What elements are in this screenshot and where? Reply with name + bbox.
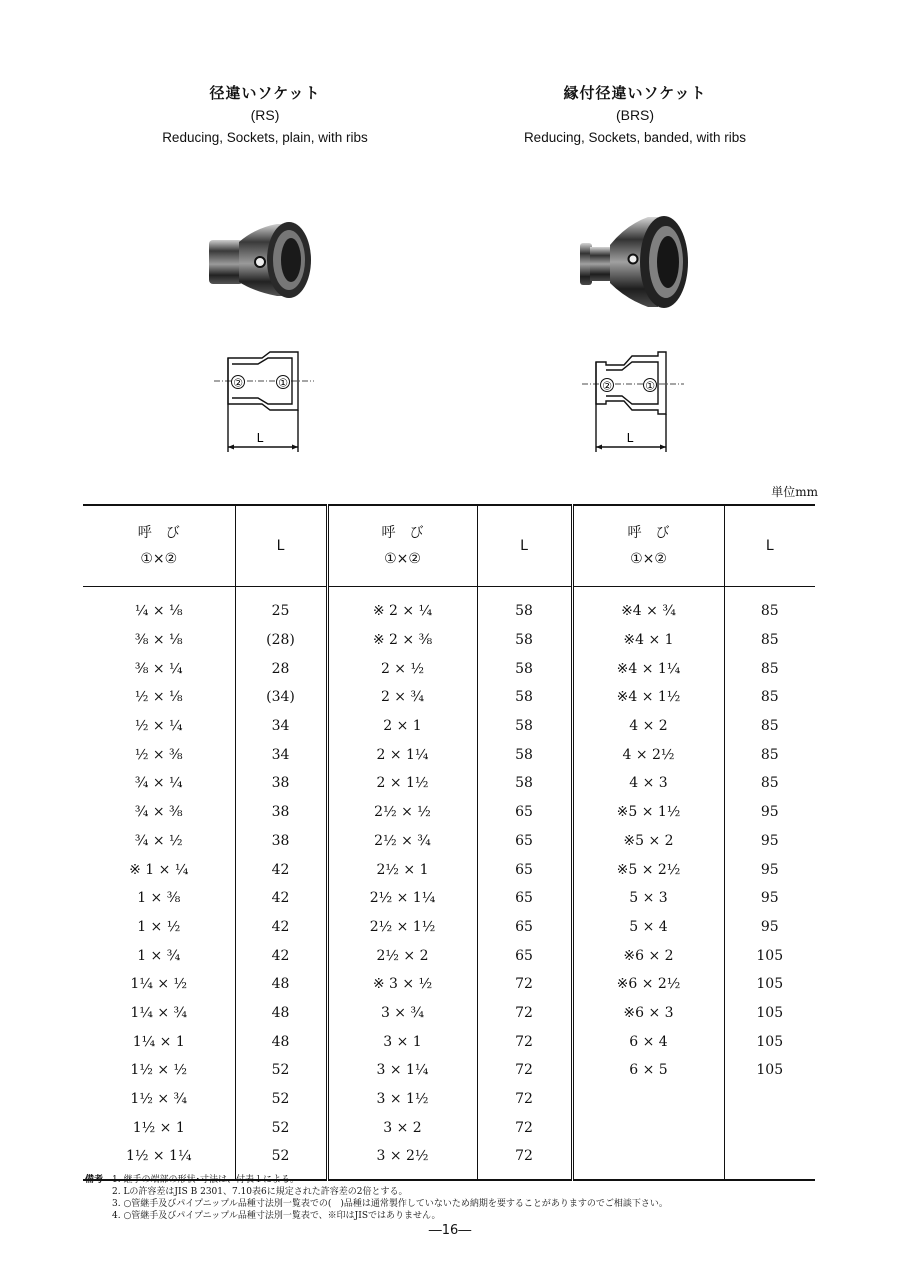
length-cell: 72	[477, 970, 572, 999]
size-cell: 2½ × 2	[327, 941, 477, 970]
size-cell: 2 × ½	[327, 654, 477, 683]
table-row	[83, 855, 815, 884]
length-cell: 52	[235, 1085, 327, 1114]
product-rs-heading	[130, 82, 400, 150]
length-cell: 58	[477, 740, 572, 769]
size-cell: 2 × ¾	[327, 683, 477, 712]
size-cell: 1½ × 1¼	[83, 1142, 235, 1180]
length-cell: 85	[724, 654, 815, 683]
length-cell: 65	[477, 941, 572, 970]
length-cell	[724, 1085, 815, 1114]
length-cell: (28)	[235, 626, 327, 655]
length-cell: 85	[724, 769, 815, 798]
size-cell: 3 × ¾	[327, 999, 477, 1028]
length-cell: 42	[235, 855, 327, 884]
size-cell: 1½ × 1	[132, 1119, 185, 1136]
length-cell: 85	[724, 683, 815, 712]
table-row	[83, 1085, 815, 1114]
size-cell: 2½ × 1½	[327, 913, 477, 942]
length-cell: 95	[724, 913, 815, 942]
length-cell: 85	[724, 626, 815, 655]
length-cell: 105	[724, 970, 815, 999]
unit-label: 単位mm	[771, 485, 818, 499]
size-cell: 1¼ × 1	[132, 1033, 185, 1050]
size-cell: ¾ × ¼	[134, 775, 183, 792]
product-brs-heading	[495, 82, 775, 150]
size-cell: ※4 × 1	[572, 626, 724, 655]
table-row	[83, 740, 815, 769]
size-cell: ※ 2 × ¼	[327, 587, 477, 626]
size-cell: ※6 × 2½	[572, 970, 724, 999]
size-cell: ½ × ¼	[134, 718, 183, 735]
product-title-jp: 径違いソケット	[209, 84, 321, 102]
size-cell: 2½ × 1¼	[327, 884, 477, 913]
table-row	[83, 626, 815, 655]
port-1-label: ①	[645, 379, 655, 393]
rs-socket-photo	[205, 210, 320, 305]
size-cell: ½ × ⅛	[134, 689, 183, 706]
size-cell: ※6 × 2	[572, 941, 724, 970]
length-cell: 58	[477, 654, 572, 683]
table-row	[83, 654, 815, 683]
size-cell: 1½ × ½	[130, 1062, 188, 1079]
table-row	[83, 970, 815, 999]
table-row	[83, 712, 815, 741]
length-cell: 95	[724, 855, 815, 884]
size-cell: 2½ × 1	[327, 855, 477, 884]
length-cell: 95	[724, 884, 815, 913]
length-cell: 72	[477, 999, 572, 1028]
length-cell: 72	[477, 1142, 572, 1180]
size-cell: ¾ × ⅜	[134, 804, 183, 821]
length-cell: 58	[477, 769, 572, 798]
table-row	[83, 913, 815, 942]
length-cell: 25	[235, 587, 327, 626]
length-cell: 65	[477, 855, 572, 884]
size-cell: ※4 × 1¼	[572, 654, 724, 683]
length-cell: (34)	[235, 683, 327, 712]
length-cell: 58	[477, 712, 572, 741]
notes-label: 備考	[85, 1175, 104, 1185]
size-cell: 4 × 3	[572, 769, 724, 798]
col-header-size: 呼 び ①×②	[572, 505, 724, 587]
size-cell: ※5 × 2½	[572, 855, 724, 884]
length-cell: 105	[724, 941, 815, 970]
table-row	[83, 798, 815, 827]
size-cell: ※4 × ¾	[572, 587, 724, 626]
table-row	[83, 884, 815, 913]
product-code: (RS)	[250, 107, 280, 123]
length-label: L	[256, 431, 264, 445]
size-cell: 1½ × ¾	[130, 1091, 188, 1108]
dimension-table	[83, 504, 815, 1181]
size-cell: 4 × 2	[572, 712, 724, 741]
length-cell: 48	[235, 970, 327, 999]
size-cell: 3 × 1¼	[327, 1056, 477, 1085]
length-cell: 34	[235, 712, 327, 741]
length-cell: 105	[724, 1056, 815, 1085]
length-cell: 72	[477, 1113, 572, 1142]
length-cell: 38	[235, 769, 327, 798]
size-cell	[572, 1085, 724, 1114]
size-cell: 6 × 5	[572, 1056, 724, 1085]
length-cell: 95	[724, 827, 815, 856]
table-row	[83, 999, 815, 1028]
table-row	[83, 827, 815, 856]
size-cell: 2½ × ¾	[327, 827, 477, 856]
product-title-en: Reducing, Sockets, plain, with ribs	[162, 130, 368, 145]
length-cell: 65	[477, 798, 572, 827]
size-cell: ※5 × 1½	[572, 798, 724, 827]
size-cell: ⅜ × ¼	[134, 660, 183, 677]
size-cell: ¼ × ⅛	[134, 603, 183, 620]
col-header-size: 呼 び ①×②	[327, 505, 477, 587]
length-cell: 58	[477, 626, 572, 655]
size-cell: 2½ × ½	[327, 798, 477, 827]
length-cell: 52	[235, 1113, 327, 1142]
col-header-length: L	[724, 505, 815, 587]
length-cell: 95	[724, 798, 815, 827]
length-cell: 48	[235, 999, 327, 1028]
size-cell: 3 × 1½	[327, 1085, 477, 1114]
col-header-size: 呼 び ①×②	[83, 505, 235, 587]
col-header-length: L	[477, 505, 572, 587]
length-cell: 58	[477, 587, 572, 626]
page-number: ―16―	[428, 1223, 472, 1238]
size-cell: 5 × 3	[572, 884, 724, 913]
length-cell: 72	[477, 1056, 572, 1085]
size-cell: 1 × ½	[137, 918, 181, 935]
size-cell: 1 × ¾	[137, 947, 181, 964]
length-cell: 105	[724, 1027, 815, 1056]
length-cell: 42	[235, 941, 327, 970]
size-cell: 2 × 1½	[327, 769, 477, 798]
note-item: 4. ○管継手及びパイプニップル品種寸法別一覧表で、※印はJISではありません。	[112, 1211, 441, 1221]
length-cell	[724, 1113, 815, 1142]
notes	[85, 1174, 815, 1222]
length-cell: 85	[724, 712, 815, 741]
length-cell: 72	[477, 1085, 572, 1114]
table-row	[83, 587, 815, 626]
length-cell: 34	[235, 740, 327, 769]
size-cell: 4 × 2½	[572, 740, 724, 769]
size-cell: 2 × 1	[327, 712, 477, 741]
size-cell: 1¼ × ¾	[130, 1004, 188, 1021]
rs-dimension-drawing	[210, 348, 320, 460]
size-cell: ¾ × ½	[134, 832, 183, 849]
length-cell: 38	[235, 798, 327, 827]
size-cell: ※ 1 × ¼	[129, 861, 189, 878]
size-cell: ⅜ × ⅛	[134, 632, 183, 649]
length-cell: 105	[724, 999, 815, 1028]
table-row	[83, 1113, 815, 1142]
size-cell: ※4 × 1½	[572, 683, 724, 712]
product-title-en: Reducing, Sockets, banded, with ribs	[523, 130, 747, 145]
length-cell: 85	[724, 587, 815, 626]
length-cell: 48	[235, 1027, 327, 1056]
length-label: L	[626, 431, 634, 445]
size-cell: 6 × 4	[572, 1027, 724, 1056]
length-cell: 58	[477, 683, 572, 712]
size-cell: 2 × 1¼	[327, 740, 477, 769]
table-row	[83, 769, 815, 798]
table-row	[83, 1027, 815, 1056]
brs-socket-photo	[578, 207, 693, 317]
note-item: 1. 継手の端部の形状･寸法は、付表１による。	[112, 1175, 299, 1185]
length-cell: 42	[235, 884, 327, 913]
size-cell	[572, 1113, 724, 1142]
length-cell: 52	[235, 1142, 327, 1180]
product-code: (BRS)	[615, 107, 655, 123]
size-cell: ※5 × 2	[572, 827, 724, 856]
length-cell: 85	[724, 740, 815, 769]
note-item: 3. ○管継手及びパイプニップル品種寸法別一覧表での( )品種は通常製作していないため納期を要することがありますのでご相談下さい。	[112, 1199, 668, 1209]
length-cell: 52	[235, 1056, 327, 1085]
size-cell: ※6 × 3	[572, 999, 724, 1028]
length-cell: 72	[477, 1027, 572, 1056]
size-cell: 3 × 2	[327, 1113, 477, 1142]
length-cell: 38	[235, 827, 327, 856]
table-row	[83, 941, 815, 970]
size-cell: ※ 2 × ⅜	[327, 626, 477, 655]
table-row	[83, 683, 815, 712]
size-cell: ※ 3 × ½	[327, 970, 477, 999]
col-header-length: L	[235, 505, 327, 587]
brs-dimension-drawing	[580, 348, 690, 460]
size-cell: 3 × 2½	[327, 1142, 477, 1180]
length-cell: 65	[477, 884, 572, 913]
size-cell: 3 × 1	[327, 1027, 477, 1056]
length-cell: 28	[235, 654, 327, 683]
table-row	[83, 1056, 815, 1085]
length-cell: 65	[477, 913, 572, 942]
table-header-row	[83, 505, 815, 587]
length-cell: 42	[235, 913, 327, 942]
size-cell: 1 × ⅜	[137, 890, 181, 907]
product-title-jp: 縁付径違いソケット	[563, 84, 707, 102]
port-2-label: ②	[233, 376, 243, 390]
port-1-label: ①	[278, 376, 288, 390]
size-cell: 1¼ × ½	[130, 976, 188, 993]
size-cell: 5 × 4	[572, 913, 724, 942]
size-cell: ½ × ⅜	[134, 746, 183, 763]
port-2-label: ②	[602, 379, 612, 393]
length-cell: 65	[477, 827, 572, 856]
note-item: 2. Lの許容差はJIS B 2301、7.10表6に規定された許容差の2倍とする。	[112, 1187, 408, 1197]
